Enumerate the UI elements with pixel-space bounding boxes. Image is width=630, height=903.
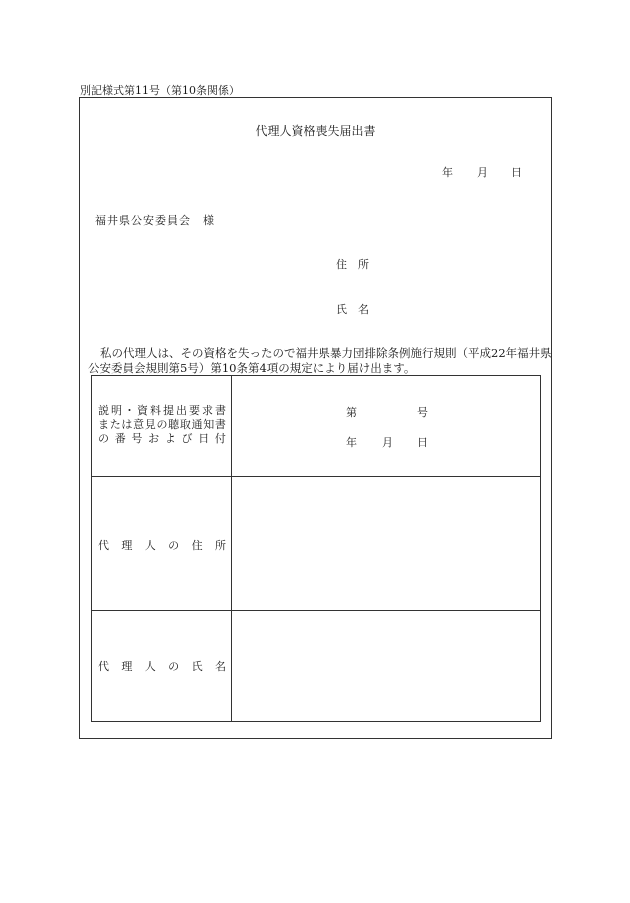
label-char: び — [181, 432, 193, 445]
label-char: ま — [98, 418, 109, 431]
label-char: 資 — [137, 404, 148, 417]
label-line — [98, 404, 226, 418]
date-day-label: 日 — [511, 166, 522, 179]
label-char: 人 — [144, 660, 156, 673]
label-char: 付 — [214, 432, 226, 445]
label-char: の — [156, 418, 168, 431]
label-char: 聴 — [168, 418, 180, 431]
label-char: 通 — [191, 418, 203, 431]
label-char: 意 — [133, 418, 145, 431]
label-char: 氏 — [191, 660, 203, 673]
label-char: 出 — [176, 404, 187, 417]
label-char: 番 — [114, 432, 126, 445]
label-char: 明 — [111, 404, 122, 417]
addressee: 福井県公安委員会 様 — [95, 214, 215, 227]
label-char: 取 — [179, 418, 191, 431]
label-char: 理 — [121, 660, 133, 673]
label-char: お — [148, 432, 160, 445]
label-char: の — [168, 539, 180, 552]
label-char: 求 — [202, 404, 213, 417]
table-row-divider — [92, 610, 540, 611]
label-char: の — [98, 432, 109, 445]
notice-number-date-label — [98, 404, 226, 446]
label-char: 人 — [144, 539, 156, 552]
notice-month-label: 月 — [382, 436, 393, 449]
form-number-label: 別記様式第11号（第10条関係） — [80, 84, 240, 97]
label-char: 知 — [203, 418, 215, 431]
label-char: 要 — [189, 404, 200, 417]
label-char: 書 — [214, 418, 226, 431]
document-title: 代理人資格喪失届出書 — [255, 124, 376, 138]
label-char: 住 — [191, 539, 203, 552]
date-year-label: 年 — [442, 166, 453, 179]
label-char: 代 — [98, 539, 109, 552]
label-char: ・ — [124, 404, 135, 417]
label-char: た — [109, 418, 121, 431]
agent-name-label — [98, 658, 226, 674]
label-line — [98, 418, 226, 432]
label-char: 号 — [131, 432, 143, 445]
table-row-divider — [92, 476, 540, 477]
label-char: 理 — [121, 539, 133, 552]
label-char: 見 — [144, 418, 156, 431]
label-char: 代 — [98, 660, 109, 673]
label-char: は — [121, 418, 133, 431]
notice-number-prefix: 第 — [346, 406, 357, 419]
table-column-divider — [231, 376, 232, 721]
label-char: 書 — [215, 404, 226, 417]
agent-address-label — [98, 537, 226, 553]
applicant-name-label: 氏 名 — [336, 303, 369, 316]
label-char: 提 — [163, 404, 174, 417]
notice-number-suffix: 号 — [417, 406, 428, 419]
applicant-address-label: 住 所 — [336, 258, 369, 271]
label-char: 名 — [214, 660, 226, 673]
label-line — [98, 432, 226, 446]
label-char: 日 — [198, 432, 210, 445]
label-char: 料 — [150, 404, 161, 417]
declaration-body: 私の代理人は、その資格を失ったので福井県暴力団排除条例施行規則（平成22年福井県公安委員会規則第5号）第10条第4項の規定により届け出ます。 — [88, 346, 552, 375]
label-char: 説 — [98, 404, 109, 417]
declaration-text — [88, 346, 554, 376]
date-month-label: 月 — [477, 166, 488, 179]
label-char: 所 — [214, 539, 226, 552]
notice-year-label: 年 — [346, 436, 357, 449]
label-char: の — [168, 660, 180, 673]
details-table — [91, 375, 541, 722]
label-char: よ — [164, 432, 176, 445]
notice-day-label: 日 — [417, 436, 428, 449]
